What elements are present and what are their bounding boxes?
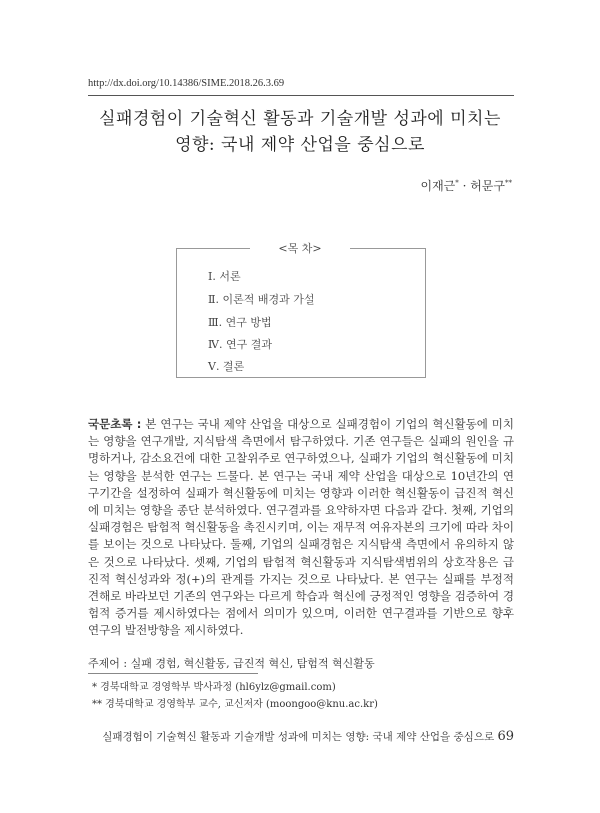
footnote-rule bbox=[88, 673, 258, 674]
paper-title-line-2: 영향: 국내 제약 산업을 중심으로 bbox=[175, 135, 425, 155]
footnote-2: ** 경북대학교 경영학부 교수, 교신저자 (moongoo@knu.ac.kr) bbox=[92, 699, 378, 710]
author-mark-1: * bbox=[455, 179, 459, 187]
toc-item: Ⅴ. 결론 bbox=[208, 360, 245, 373]
running-title: 실패경험이 기술혁신 활동과 기술개발 성과에 미치는 영향: 국내 제약 산업을 중심으로 bbox=[102, 731, 495, 743]
footnote-1: * 경북대학교 경영학부 박사과정 (hl6ylz@gmail.com) bbox=[92, 682, 336, 693]
author-name-1: 이재근 bbox=[420, 179, 456, 193]
paper-title-line-1: 실패경험이 기술혁신 활동과 기술개발 성과에 미치는 bbox=[99, 109, 501, 129]
abstract bbox=[88, 416, 514, 640]
keywords: 주제어 : 실패 경험, 혁신활동, 급진적 혁신, 탐험적 혁신활동 bbox=[88, 657, 375, 670]
page-number: 69 bbox=[497, 729, 514, 744]
toc-item: Ⅱ. 이론적 배경과 가설 bbox=[208, 293, 315, 306]
toc-title: <목 차> bbox=[250, 240, 350, 256]
author-mark-2: ** bbox=[505, 179, 512, 187]
author-name-2: 허문구 bbox=[470, 179, 505, 193]
page-footer bbox=[88, 729, 514, 744]
toc-item: Ⅳ. 연구 결과 bbox=[208, 338, 272, 351]
abstract-text: 본 연구는 국내 제약 산업을 대상으로 실패경험이 기업의 혁신활동에 미치는 영향을 연구개발, 지식탐색 측면에서 탐구하였다. 기존 연구들은 실패의 원인을 규명하거나, 감소요건에 대한 고찰위주로 연구하였으나, 실패가 기업의 혁신활동에 미치는 영향을 분석한 연구는 드물다. 본 연구는 국내 제약 산업을 대상으로 10년간의 연구기간을 설정하여 실패가 혁신활동에 미치는 영향과 이러한 혁신활동이 급진적 혁신에 미치는 영향을 종단 분석하였다. 연구결과를 요약하자면 다음과 같다. 첫째, 기업의 실패경험은 탐험적 혁신활동을 촉진시키며, 이는 재무적 여유자본의 크기에 따라 차이를 보이는 것으로 나타났다. 둘째, 기업의 실패경험은 지식탐색 측면에서 유의하지 않은 것으로 나타났다. 셋째, 기업의 탐험적 혁신활동과 지식탐색범위의 상호작용은 급진적 혁신성과와 정(+)의 관계를 가지는 것으로 나타났다. 본 연구는 실패를 부정적 견해로 바라보던 기존의 연구와는 다르게 학습과 혁신에 긍정적인 영향을 검증하여 경험적 증거를 제시하였다는 점에서 의미가 있으며, 이러한 연구결과를 기반으로 향후 연구의 발전방향을 제시하였다. bbox=[88, 417, 515, 638]
toc-item: Ⅰ. 서론 bbox=[208, 270, 241, 283]
doi-link[interactable]: http://dx.doi.org/10.14386/SIME.2018.26.3.69 bbox=[88, 78, 285, 89]
header-rule bbox=[88, 95, 514, 96]
author-list bbox=[420, 177, 512, 194]
abstract-label: 국문초록 : bbox=[88, 417, 142, 431]
author-separator: · bbox=[458, 179, 471, 193]
toc-item: Ⅲ. 연구 방법 bbox=[208, 316, 272, 329]
